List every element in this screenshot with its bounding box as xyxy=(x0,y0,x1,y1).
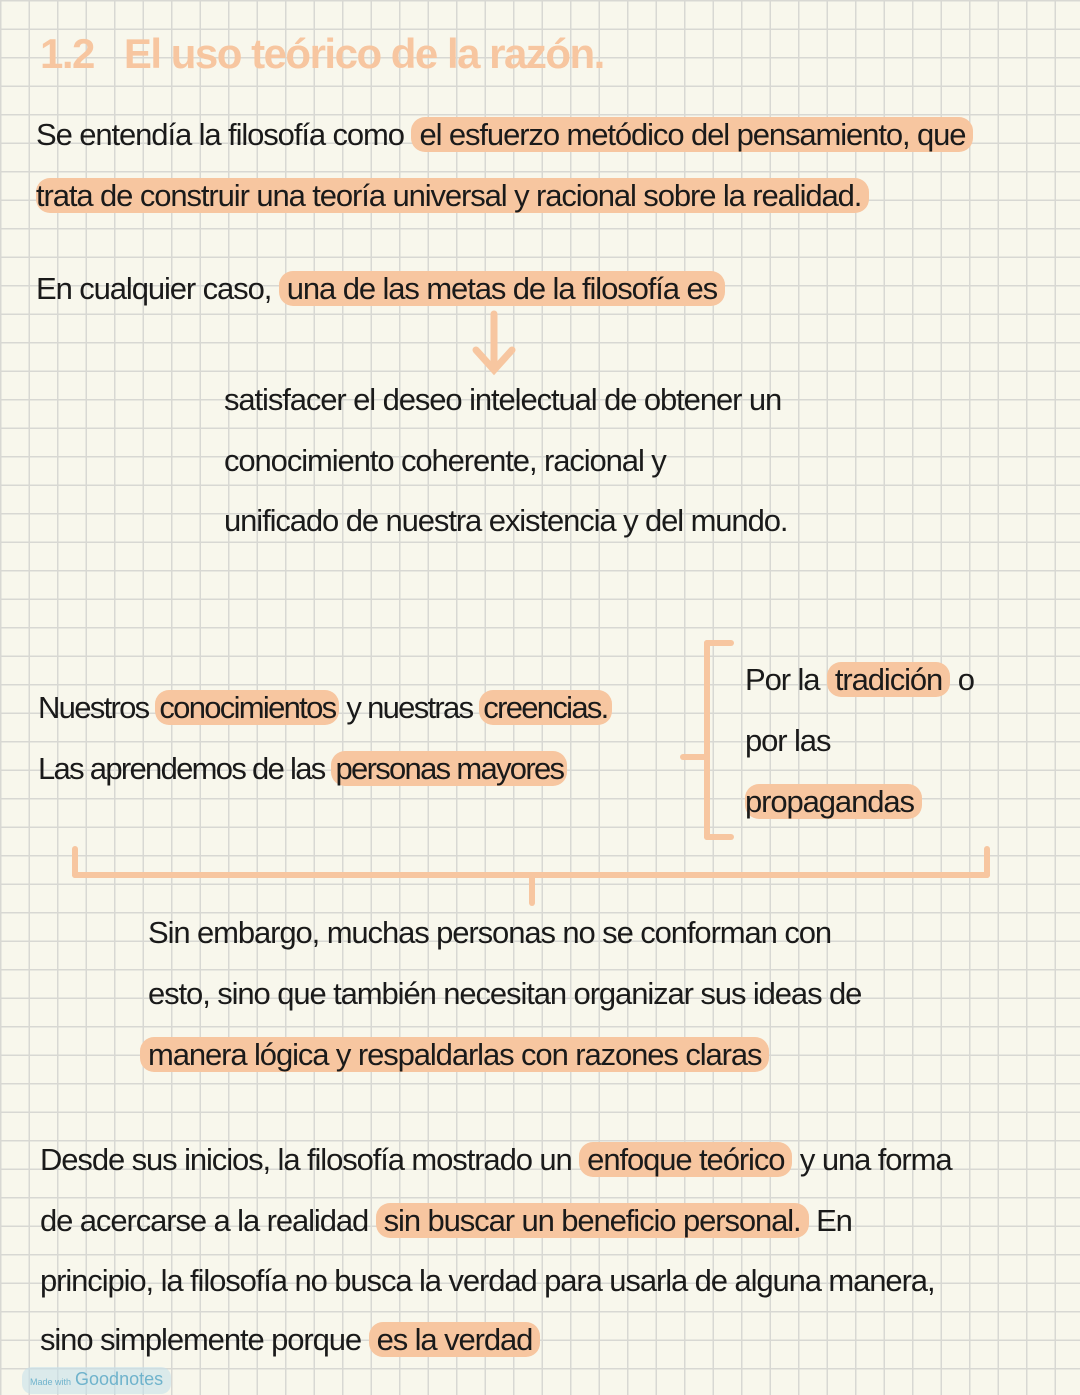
highlight: una de las metas de la filosofía es xyxy=(279,271,725,306)
brace-left xyxy=(72,846,78,878)
paragraph-3-line-3: unificado de nuestra existencia y del mundo. xyxy=(224,503,788,538)
paragraph-2 xyxy=(36,269,725,309)
text: En cualquier caso, xyxy=(36,271,272,306)
paragraph-7-line-3: principio, la filosofía no busca la verdad para usarla de alguna manera, xyxy=(40,1263,935,1298)
section-title xyxy=(40,30,604,78)
paragraph-6-line-1: Sin embargo, muchas personas no se conforman con xyxy=(148,915,831,950)
brace-center xyxy=(529,872,535,906)
text: y nuestras xyxy=(346,690,473,725)
text: y una forma xyxy=(799,1142,952,1177)
text: sino simplemente porque xyxy=(40,1322,362,1357)
paragraph-7-line-1 xyxy=(40,1140,952,1180)
paragraph-6-line-2: esto, sino que también necesitan organizar sus ideas de xyxy=(148,976,862,1011)
highlight: creencias. xyxy=(479,690,611,725)
section-number: 1.2 xyxy=(40,30,94,77)
watermark-small: Made with xyxy=(30,1377,72,1387)
paragraph-7-line-2 xyxy=(40,1201,852,1241)
highlight: conocimientos xyxy=(155,690,339,725)
highlight: tradición xyxy=(827,662,950,697)
paragraph-3-line-2: conocimiento coherente, racional y xyxy=(224,443,666,478)
highlight: el esfuerzo metódico del pensamiento, que xyxy=(411,117,973,152)
brace-right xyxy=(984,846,990,878)
highlight: sin buscar un beneficio personal. xyxy=(376,1203,809,1238)
paragraph-1-line-2 xyxy=(36,176,869,216)
highlight: propagandas xyxy=(745,784,922,819)
paragraph-5-line-1 xyxy=(745,660,974,700)
highlight: es la verdad xyxy=(369,1322,541,1357)
arrow-down-icon xyxy=(470,310,520,376)
highlight: personas mayores xyxy=(331,751,567,786)
highlight: enfoque teórico xyxy=(579,1142,792,1177)
text: Desde sus inicios, la filosofía mostrado un xyxy=(40,1142,572,1177)
text: Nuestros xyxy=(38,690,149,725)
text: Se entendía la filosofía como xyxy=(36,117,404,152)
bracket-vertical xyxy=(704,640,710,840)
text: o xyxy=(957,662,974,697)
text: En xyxy=(816,1203,852,1238)
paragraph-5-line-2: por las xyxy=(745,723,831,758)
paragraph-7-line-4 xyxy=(40,1320,540,1360)
highlight: manera lógica y respaldarlas con razones claras xyxy=(140,1037,769,1072)
section-title-text: El uso teórico de la razón. xyxy=(123,30,604,77)
paragraph-4-line-1 xyxy=(38,688,612,728)
highlight: trata de construir una teoría universal y racional sobre la realidad. xyxy=(36,178,869,213)
paragraph-6-line-3 xyxy=(140,1035,769,1075)
watermark-brand: Goodnotes xyxy=(75,1369,164,1389)
paragraph-5-line-3 xyxy=(745,782,922,822)
text: Las aprendemos de las xyxy=(38,751,325,786)
bracket-top xyxy=(704,640,734,646)
text: de acercarse a la realidad xyxy=(40,1203,369,1238)
paragraph-4-line-2 xyxy=(38,749,567,789)
paragraph-1-line-1 xyxy=(36,115,973,155)
bracket-bottom xyxy=(704,834,734,840)
paragraph-3-line-1: satisfacer el deseo intelectual de obtener un xyxy=(224,382,782,417)
text: Por la xyxy=(745,662,820,697)
goodnotes-watermark xyxy=(22,1367,171,1394)
